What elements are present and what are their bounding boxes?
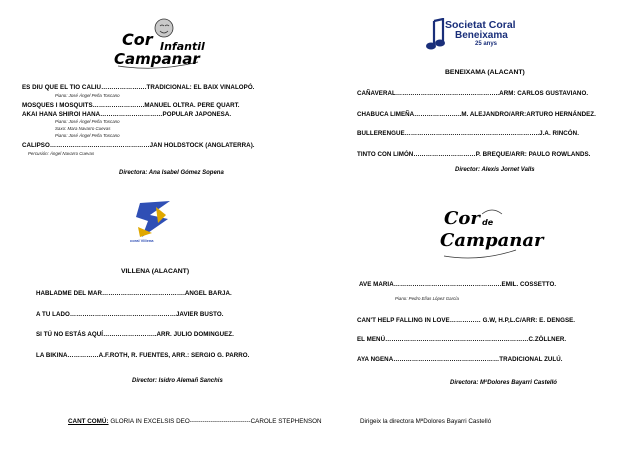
logo-years: 25 anys [475, 41, 498, 47]
program-line: CALIPSO…………………………………………JAN HOLDSTOCK (ANGLATERRA). [22, 142, 255, 149]
program-line: AYA NGENA……………………………………………TRADICIONAL ZULÚ. [357, 356, 563, 363]
cor-de-campanar-logo [440, 206, 544, 260]
program-line: AKAI HANA SHIROI HANA…………………………POPULAR JAPONESA. [22, 111, 232, 118]
program-line: AVE MARIA…………………………………………….EMIL. COSSETTO. [359, 281, 557, 288]
performer-note: Percusión: Ángel Navarro Cuevas [28, 151, 95, 156]
section-heading: VILLENA (ALACANT) [121, 268, 190, 275]
program-line: MOSQUES I MOSQUITS…………………….MANUEL OLTRA. PERE QUART. [22, 102, 240, 109]
footer-label: CANT COMÚ: [68, 418, 109, 425]
logo-word-cor: Cor [444, 208, 480, 229]
program-line: BULLERENGUE………………………………………………………..J.A. RINCÓN. [357, 130, 579, 137]
logo-caption: coral Villena [130, 238, 154, 243]
program-line: LA BIKINA……………A.F.ROTH, R. FUENTES, ARR.: SERGIO G. PARRO. [36, 352, 250, 359]
director-credit: Directora: Ana Isabel Gómez Sopena [119, 170, 224, 176]
beneixama-logo [425, 16, 525, 54]
director-credit: Director: Alexis Jornet Valls [455, 167, 535, 173]
program-line: CAN'T HELP FALLING IN LOVE…………… G.W, H.P,L.C/ARR: E. DENGSE. [357, 317, 576, 324]
performer-note: Piano: José Ángel Peña Toscano [55, 93, 120, 98]
performer-note: Saxo: Mara Navarro Cuevas [55, 126, 111, 131]
program-line: ES DIU QUE EL TIO CALIU………………….TRADICIONAL: EL BAIX VINALOPÓ. [22, 84, 255, 91]
program-line: HABLADME DEL MAR………………………………….ANGEL BARJA. [36, 290, 232, 297]
footer-conductor: Dirigeix la directora MªDolores Bayarri Castelló [360, 418, 492, 425]
logo-word-campanar: Campanar [114, 50, 200, 68]
villena-logo-art [130, 197, 180, 241]
performer-note: Piano: Pedro Elías López García [395, 296, 459, 301]
logo-name-line2: Beneixama [455, 30, 508, 41]
program-line: A TU LADO……………………………………………JAVIER BUSTO. [36, 311, 224, 318]
music-note-icon [425, 18, 447, 52]
director-credit: Directora: MªDolores Bayarri Castelló [450, 380, 557, 386]
logo-word-infantil: Infantil [160, 40, 205, 53]
logo-word-cor: Cor [122, 30, 153, 49]
villena-logo [130, 197, 180, 247]
logo-name-line1: Societat Coral [445, 19, 516, 31]
footer-song: GLORIA IN EXCELSIS DEO-----------------------------CAROLE STEPHENSON [108, 418, 322, 425]
footer-common-song [68, 418, 322, 425]
program-line: SI TÚ NO ESTÁS AQUÍ……………………..ARR. JULIO DOMINGUEZ. [36, 331, 234, 338]
performer-note: Piano: José Ángel Peña Toscano [55, 119, 120, 124]
program-line: CAÑAVERAL…………………………………………..ARM: CARLOS GUSTAVIANO. [357, 90, 589, 97]
program-line: EL MENÚ……………………………………………………………C.ZÖLLNER. [357, 336, 567, 343]
performer-note: Piano: José Ángel Peña Toscano [55, 133, 120, 138]
program-line: TINTO CON LIMÓN…………………………P. BREQUE/ARR: PAULO ROWLANDS. [357, 151, 591, 158]
program-line: CHABUCA LIMEÑA…………………..M. ALEJANDRO/ARR:ARTURO HERNÁNDEZ. [357, 111, 596, 118]
section-heading: BENEIXAMA (ALACANT) [445, 69, 525, 76]
logo-word-de: de [482, 218, 494, 227]
logo-word-campanar: Campanar [440, 230, 544, 251]
cor-infantil-logo [108, 14, 208, 72]
director-credit: Director: Isidro Alemañ Sanchis [132, 378, 223, 384]
